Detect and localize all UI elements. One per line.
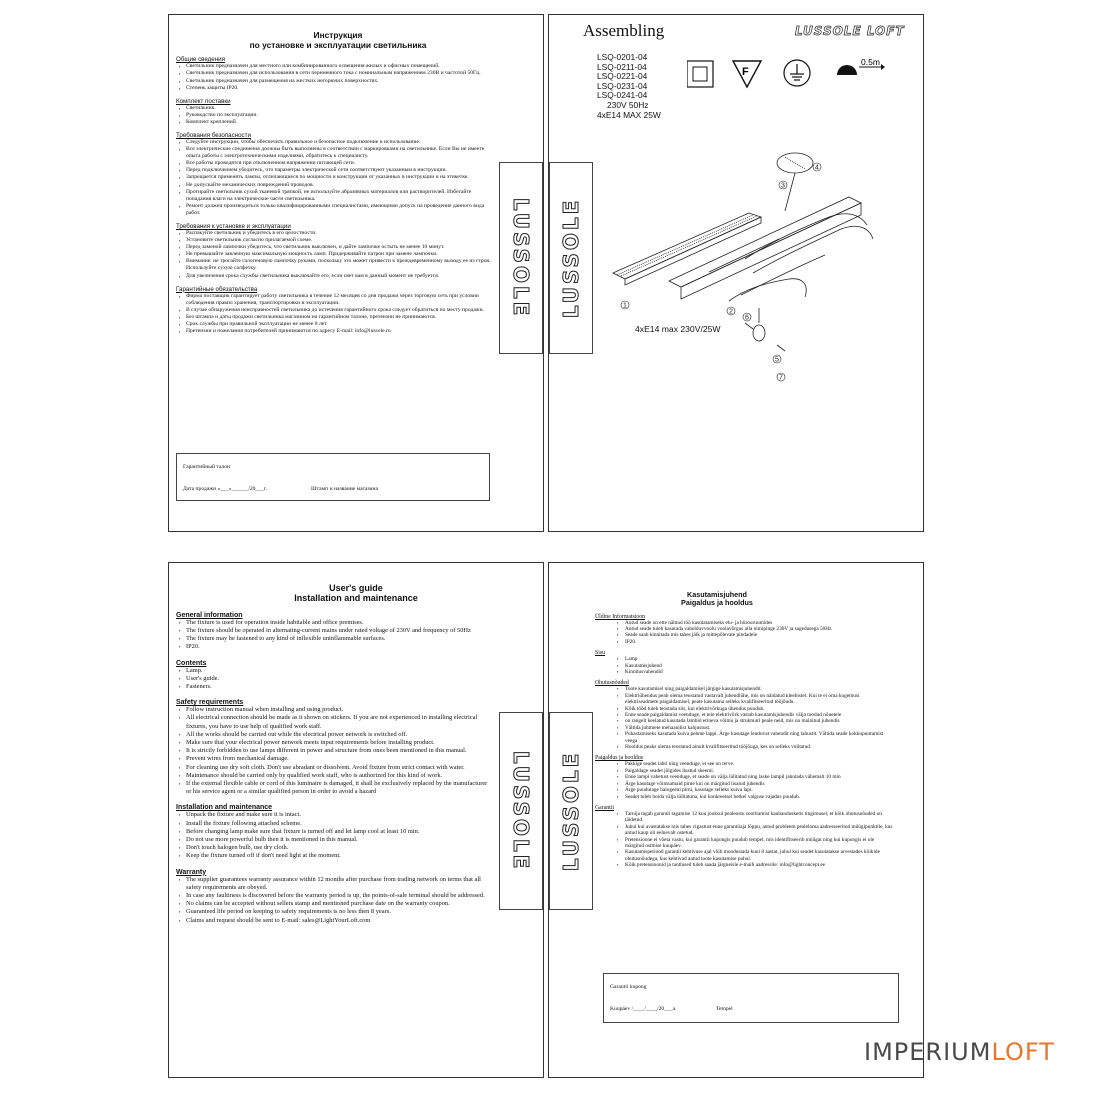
ru-coupon-date: Дата продажи «___»______/20___г. xyxy=(183,486,267,492)
et-title-line2: Paigaldus ja hooldus xyxy=(681,598,753,608)
list-item: ▪ Kasutamisjuhend xyxy=(595,663,893,669)
list-item: ▪ В случае обнаружения неисправностей светильника до истечения гарантийного срока следует обратиться по месту продажи. xyxy=(176,307,491,314)
flammable-surface-icon xyxy=(733,61,761,87)
list-item: ▪ Don't touch halogen bulb, use dry cloth. xyxy=(176,844,491,852)
russian-instructions-page xyxy=(168,14,544,532)
list-item: ▪ The supplier guarantees warranty assurance within 12 months after purchase from trading network on terms that all safety requirements are obeyed. xyxy=(176,876,491,892)
list-item: ▪ Fasteners. xyxy=(176,683,491,691)
list-item: ▪ All the works should be carried out while the electrical power network is switched off. xyxy=(176,731,491,739)
bullet-list xyxy=(176,293,491,336)
watermark-part2: LOFT xyxy=(991,1038,1055,1066)
list-item: ▪ Install the fixture following attached scheme. xyxy=(176,820,491,828)
brand-strip-logo: LUSSOLE xyxy=(509,750,533,872)
list-item: ▪ For cleaning use dry soft cloth. Don't use abradant or dissolvent. Avoid fixture from strict contact with water. xyxy=(176,764,491,772)
section-heading: Комплект поставки xyxy=(176,97,231,105)
list-item: ▪ Фирма поставщик гарантирует работу светильника в течение 12 месяцев со дня продажи через торговую сеть при условии соблюдения правил хранения, транспортировки и эксплуатации. xyxy=(176,293,491,307)
list-item: ▪ Все работы проводятся при отключенном напряжении питающей сети. xyxy=(176,160,491,167)
lamp-caption: 4xE14 max 230V/25W xyxy=(635,324,721,334)
ru-section xyxy=(176,286,491,336)
list-item: ▪ User's guide. xyxy=(176,675,491,683)
callout-number: 5 xyxy=(775,356,779,364)
estonian-guide-page xyxy=(548,562,924,1078)
model-code: LSQ-0211-04 xyxy=(597,61,647,72)
bullet-list xyxy=(595,656,893,675)
ru-section xyxy=(176,223,491,280)
list-item: ▪ Внимание: не трогайте галогеновую лампочку руками, поскольку это может привести к преждевременному выходу ее из строя. Используйте сухую салфетку. xyxy=(176,258,491,272)
list-item: ▪ Ремонт должен производиться только квалифицированными специалистами, имеющими допуск на проведение данного вида работ. xyxy=(176,203,491,217)
list-item: ▪ Протирайте светильник сухой тканевой тряпкой, не используйте абразивных материалов или растворителей. Избегайте попадания влаги на электрические части светильника. xyxy=(176,189,491,203)
list-item: ▪ Не допускайте механических повреждений проводов. xyxy=(176,182,491,189)
ru-section xyxy=(176,56,491,91)
list-item: ▪ If the external flexible cable or cord of this luminaire is damaged, it shall be exclusively replaced by the manufacturer or his service agent or a similar qualified person in order to avoid a hazard xyxy=(176,780,491,796)
en-section xyxy=(176,660,491,692)
ru-coupon-stamp: Штамп и название магазина xyxy=(311,486,379,492)
et-coupon-date: Kuupäev /____/____/20___a. xyxy=(610,1006,677,1012)
list-item: ▪ Запрещается применять лампы, отличающиеся по мощности и конструкции от указанных в инструкции и на этикетке. xyxy=(176,174,491,181)
bullet-list xyxy=(176,876,491,925)
list-item: ▪ Elektriühendus peab olema teostatud vastavalt juhendiühe, mis on näidatud kleebistel. Kui te ei oma kogemusi elektriseadmete paigaldamisel, peate kasutama selleks kvalifitseeritud tööjõudu. xyxy=(595,693,893,706)
section-heading: Paigaldus ja hooldus xyxy=(595,755,643,762)
ru-section xyxy=(176,98,491,126)
assembly-page xyxy=(548,14,924,532)
assembly-title: Assembling xyxy=(583,21,665,40)
list-item: ▪ Не превышайте завленную максимальную мощность ламп. Придерживайте патрон при замене лампочки. xyxy=(176,251,491,258)
list-item: ▪ Puhastamiseks kasutada kuiva pehme lappi. Ärge kasutage lenduvat vahendit ning lahustit. Vältida seade kokkupuutumist veega xyxy=(595,731,893,744)
et-section xyxy=(595,614,893,646)
ru-title xyxy=(168,31,543,50)
bullet-list xyxy=(176,230,491,280)
list-item: ▪ No claims can be accepted without sellers stamp and mentioned purchase date on the warranty coupon. xyxy=(176,900,491,908)
callout-numbers xyxy=(621,163,821,382)
list-item: ▪ Guaranteed life period on keeping to safety requirements is no less then 8 years. xyxy=(176,908,491,916)
bullet-list xyxy=(595,686,893,750)
bullet-list xyxy=(176,139,491,217)
en-section xyxy=(176,869,491,925)
list-item: ▪ All electrical connection should be made as it shown on stickers. If you are not experienced in installing electrical fixtures, you have to use help of qualified work staff. xyxy=(176,714,491,730)
list-item: ▪ on rangelt keelatud kasutada lambid erineva võimu ja struktuuri peale neid, mis on mainitud juhendis xyxy=(595,718,893,724)
watermark-part1: IMPERIUM xyxy=(864,1038,992,1066)
list-item: ▪ Все электрические соединения должны быть выполнены в соответствии с маркировками на светильнике. Если Вы не имеете опыта работы с электротехническими изделиями, обратитесь к специалисту. xyxy=(176,146,491,160)
section-heading: Warranty xyxy=(176,868,207,876)
list-item: ▪ Срок службы при правильной эксплуатации не менее 8 лет. xyxy=(176,321,491,328)
et-title-line1: Kasutamisjuhend xyxy=(687,590,747,599)
section-heading: Installation and maintenance xyxy=(176,804,273,812)
list-item: ▪ IP20. xyxy=(595,639,893,645)
list-item: ▪ Do not use more powerful bulb then it is mentioned in this manual. xyxy=(176,836,491,844)
english-guide-page xyxy=(168,562,544,1078)
list-item: ▪ Kõik tööd tuleb teostada siis, kui elektrivõrkuga ühendus puudub. xyxy=(595,706,893,712)
ru-coupon-title: Гарантийный талон xyxy=(183,464,231,470)
list-item: ▪ Enne lampi vahetust veenduge, et seade on välja lülitatud ning laske lampil jahutada vähemalt 10 min xyxy=(595,774,893,780)
list-item: ▪ Светильник предназначен для размещения на жестких негорючих поверхностях. xyxy=(176,78,491,85)
list-item: ▪ Kinnitusvahendid xyxy=(595,669,893,675)
bullet-list xyxy=(176,667,491,692)
brand-strip-logo: LUSSOLE xyxy=(509,197,533,319)
model-code: LSQ-0201-04 xyxy=(597,52,648,62)
list-item: ▪ Tarnija tagab garantii tagamise 12 kuu jooksul pealeostu sooritamist kaubandusketis tingimusel, et kõik ohutusnõuded on täidetud. xyxy=(595,811,893,824)
et-section xyxy=(595,755,893,799)
list-item: ▪ Maintenance should be carried only by qualified work staff, who is authorized for this kind of work. xyxy=(176,772,491,780)
voltage-spec: 230V 50Hz xyxy=(607,99,649,110)
brand-strip-logo: LUSSOLE xyxy=(559,750,583,872)
distance-label: 0.5m xyxy=(861,59,880,67)
list-item: ▪ Для увеличения срока службы светильника выключайте его, если свет вам в данный момент не требуется. xyxy=(176,273,491,280)
wall-bracket xyxy=(613,213,761,285)
list-item: ▪ Kasutamisperiood garantii kehtivuse ajal võib moodustada kuni 8 aastat, juhul kui seadet kasutatakse arvestades kõikide ohutusnõudega, kus kehtivad antud toote kasutamise puhul. xyxy=(595,849,893,862)
model-code: LSQ-0231-04 xyxy=(597,80,648,91)
list-item: ▪ The fixture is used for operation inside habitable and office premises. xyxy=(176,619,491,627)
class-ii-insulation-icon xyxy=(687,61,713,87)
et-section xyxy=(595,680,893,750)
list-item: ▪ Make sure that your electrical power network meets input requirements before installing product. xyxy=(176,739,491,747)
model-code: LSQ-0241-04 xyxy=(597,90,648,101)
bullet-list xyxy=(595,811,893,869)
brand-strip xyxy=(549,712,593,910)
list-item: ▪ Keep the fixture turned off if don't need light at the moment. xyxy=(176,852,491,860)
et-warranty-coupon xyxy=(603,973,899,1023)
section-heading: Общие сведения xyxy=(176,56,225,64)
callout-number: 4 xyxy=(815,164,819,172)
brand-strip xyxy=(499,162,543,354)
section-heading: General information xyxy=(176,611,243,619)
bullet-list xyxy=(176,63,491,91)
list-item: ▪ Перед заменой лампочки убедитесь, что светильник выключен, и дайте лампочке остыть не менее 10 минут. xyxy=(176,244,491,251)
model-code: LSQ-0221-04 xyxy=(597,71,648,82)
list-item: ▪ IP20. xyxy=(176,643,491,651)
lamp-spec: 4xE14 MAX 25W xyxy=(597,109,661,120)
list-item: ▪ Установите светильник согласно прилагаемой схеме. xyxy=(176,237,491,244)
svg-text:F: F xyxy=(742,66,749,78)
callout-number: 6 xyxy=(745,314,749,322)
list-item: ▪ Before changing lamp make sure that fixture is turned off and let lamp cool at least 10 min. xyxy=(176,828,491,836)
et-section xyxy=(595,650,893,675)
brand-strip xyxy=(499,712,543,910)
et-section xyxy=(595,805,893,869)
section-heading: Contents xyxy=(176,659,207,667)
en-title xyxy=(169,583,543,604)
en-title-line1: User's guide xyxy=(329,583,383,593)
list-item: ▪ Paigaldage seadet jõlgides lisatud skeemi. xyxy=(595,768,893,774)
safety-icons xyxy=(687,59,917,109)
list-item: ▪ Hooldus peaks olema teostatud ainult kvalifitseeritud tööjõuga, kes on selleks volitatud. xyxy=(595,744,893,750)
ru-warranty-coupon xyxy=(176,453,490,501)
list-item: ▪ Enne seade paigaldamist veenduge, et teie elektrivõrk vastab kasutamisjuhendis välja toodud nõuetele xyxy=(595,712,893,718)
bullet-list xyxy=(176,619,491,652)
list-item: ▪ The fixture should be operated in alternating-current mains under rated voltage of 230V and frequency of 50Hz xyxy=(176,627,491,635)
list-item: ▪ Распакуйте светильник и убедитесь в его целостности. xyxy=(176,230,491,237)
bullet-list xyxy=(176,811,491,860)
bullet-list xyxy=(595,620,893,646)
brand-logo: LUSSOLE LOFT xyxy=(795,24,905,38)
list-item: ▪ The fixture may be fastened to any kind of inflexible uninflammable surfaces. xyxy=(176,635,491,643)
list-item: ▪ Prevent wires from mechanical damage. xyxy=(176,755,491,763)
ru-section xyxy=(176,132,491,217)
list-item: ▪ Руководство по эксплуатации. xyxy=(176,112,491,119)
list-item: ▪ Seade saab kinnitada mis tahes jäik ja mittepõlevate pindadele xyxy=(595,632,893,638)
list-item: ▪ Juhul kui avastatakse mis tahes vigastust enne garantiiaja lõppu, antud probleem pealeloma aadresseeritud müügipunktile, kus antud kaup oli eelnevalt ostetud. xyxy=(595,824,893,837)
earth-ground-icon xyxy=(784,60,810,86)
assembly-diagram xyxy=(549,133,924,383)
list-item: ▪ Antud seade on ette nähtud töö kasutatamiseks elu- ja bürooruumides xyxy=(595,620,893,626)
brand-strip xyxy=(549,162,593,354)
site-watermark xyxy=(864,1038,1055,1066)
list-item: ▪ Pakkige seadet lahti ning veenduge, et see on terve. xyxy=(595,761,893,767)
bulb-and-screws xyxy=(745,308,785,351)
ru-title-line1: Инструкция xyxy=(313,30,363,40)
list-item: ▪ Комплект креплений. xyxy=(176,119,491,126)
bullet-list xyxy=(176,706,491,796)
section-heading: Гарантийные обязательства xyxy=(176,285,258,293)
section-heading: Üldine Informatsioon xyxy=(595,613,646,620)
bullet-list xyxy=(595,761,893,799)
list-item: ▪ Светильник предназначен для использования в сети переменного тока с номинальным напряжением 230В и частотой 50Гц. xyxy=(176,70,491,77)
list-item: ▪ Seadet tuleb hoida välja lülitatuna, kui konkreetsel hetkel valguse vajadus puudub. xyxy=(595,794,893,800)
list-item: ▪ Vältida juhtmete mehaanilist kahjustust. xyxy=(595,725,893,731)
list-item: ▪ Претензии и пожелания потребителей принимаются по адресу E-mail: info@lussole.ru xyxy=(176,328,491,335)
model-codes xyxy=(597,53,661,120)
section-heading: Sisu xyxy=(595,650,605,657)
list-item: ▪ Ärge puudutage halogeeni pirni, kasutage selleks kuiva lapi. xyxy=(595,787,893,793)
callout-number: 2 xyxy=(729,308,733,316)
brand-strip-logo: LUSSOLE xyxy=(559,197,583,319)
en-section xyxy=(176,699,491,796)
shade-arms xyxy=(729,214,873,301)
list-item: ▪ Без штампа и даты продажи светильника магазином на гарантийном талоне, претензии не принимаются. xyxy=(176,314,491,321)
en-title-line2: Installation and maintenance xyxy=(294,593,418,604)
section-heading: Ohutusnõuded xyxy=(595,680,629,687)
ru-title-line2: по установке и эксплуатации светильника xyxy=(249,39,427,50)
section-heading: Garantii xyxy=(595,804,614,811)
list-item: ▪ Lamp. xyxy=(176,667,491,675)
minimum-distance-icon xyxy=(837,59,885,75)
callout-number: 7 xyxy=(779,374,783,382)
list-item: ▪ Toote kasutamisel ning paigaldamisel järgige kasutamisjuhendit. xyxy=(595,686,893,692)
lamp-bar xyxy=(669,197,861,299)
list-item: ▪ In case any faultiness is discovered before the warranty period is up, the points-of-sale terminal should be addressed. xyxy=(176,892,491,900)
section-heading: Требования к установке и эксплуатации xyxy=(176,223,291,230)
et-title xyxy=(548,591,923,608)
en-section xyxy=(176,804,491,860)
list-item: ▪ Светильник. xyxy=(176,105,491,112)
list-item: ▪ Следуйте инструкции, чтобы обеспечить правильное и безопасное подключение и использование. xyxy=(176,139,491,146)
list-item: ▪ Светильник предназначен для местного или комбинированного освещения жилых и офисных помещений. xyxy=(176,63,491,70)
list-item: ▪ Lamp xyxy=(595,656,893,662)
et-coupon-title: Garantii kupong xyxy=(610,984,647,990)
callout-number: 3 xyxy=(781,182,785,190)
et-coupon-stamp: Tempel xyxy=(716,1006,733,1012)
list-item: ▪ Pretensioone ei võeta vastu, kui garantii kupongis puudub tempel, mis identifitseerib müügat ning kui kupongis ei ole märgitud ostmise kuupäev. xyxy=(595,837,893,850)
callout-number: 1 xyxy=(623,302,627,310)
section-heading: Safety requirements xyxy=(176,699,244,707)
list-item: ▪ Follow instruction manual when installing and using product. xyxy=(176,706,491,714)
list-item: ▪ Antud seade tuleb kasutada vahelduvvoolu voolavõrgus alla nimipinge 230V ja sagedusega 50Hz xyxy=(595,626,893,632)
bullet-list xyxy=(176,105,491,126)
list-item: ▪ Claims and request should be sent to E-mail: sales@LightYourLoft.com xyxy=(176,917,491,925)
list-item: ▪ Kõik pretensioonid ja taotlused tuleb saada järgneisle e-maili aadressile: info@lightconcept.ee xyxy=(595,862,893,868)
en-section xyxy=(176,612,491,652)
section-heading: Требования безопасности xyxy=(176,131,251,139)
list-item: ▪ It is strictly forbidden to use lamps different in power and structure from ones been mentioned in this manual. xyxy=(176,747,491,755)
list-item: ▪ Unpack the fixture and make sure it is intact. xyxy=(176,811,491,819)
list-item: ▪ Степень защиты IP20. xyxy=(176,85,491,92)
list-item: ▪ Перед подключением убедитесь, что параметры электрической сети соответствуют указанным в инструкции. xyxy=(176,167,491,174)
list-item: ▪ Ärge kasutage võimsamaid pirne kui on märgitud lisatud juhendis xyxy=(595,781,893,787)
